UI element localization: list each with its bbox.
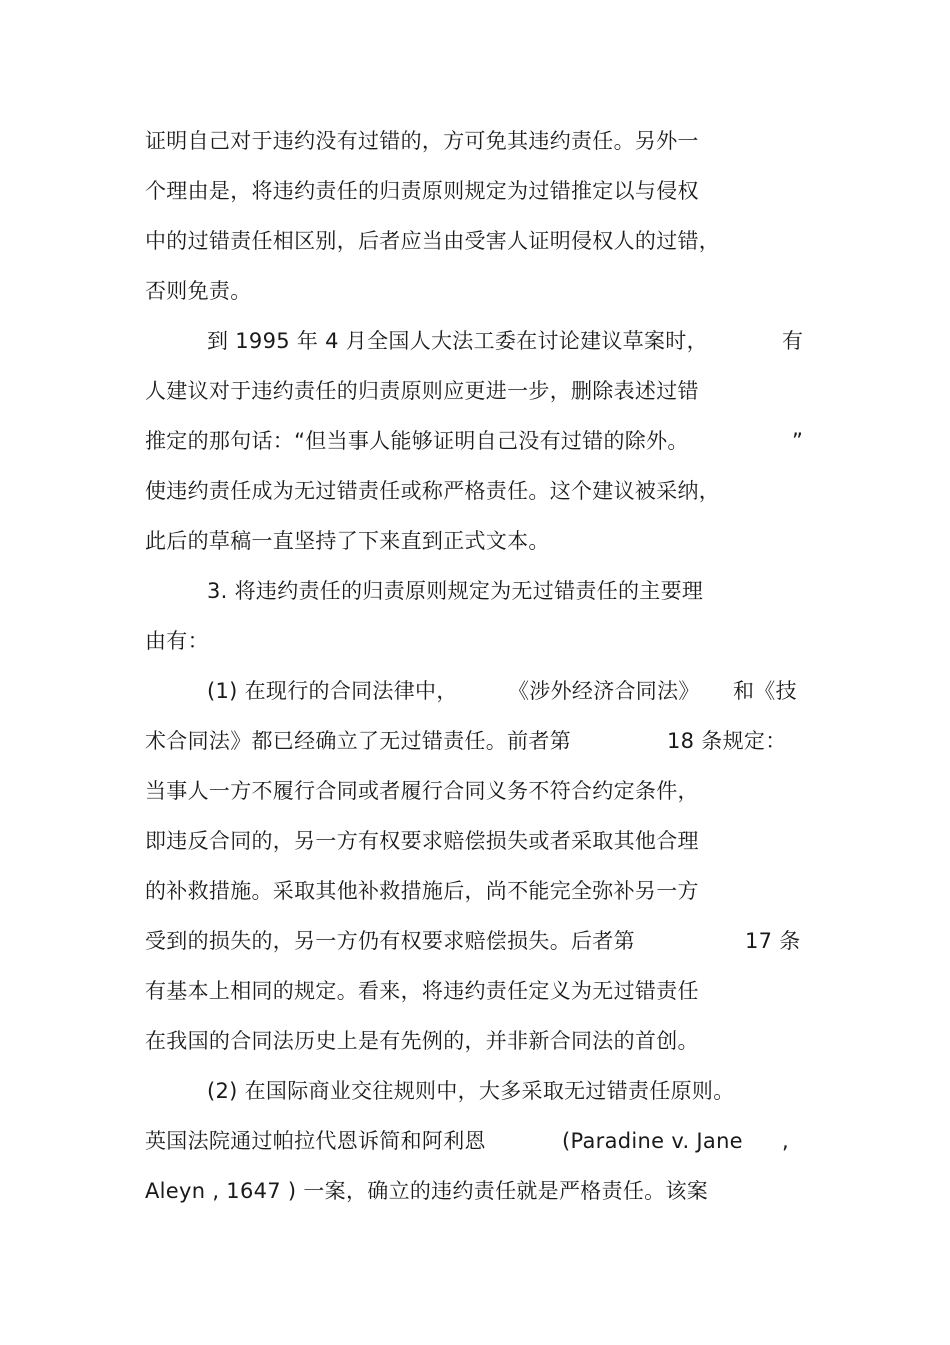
text-line <box>0 675 950 707</box>
text-line <box>0 575 950 607</box>
text-line <box>0 1175 950 1207</box>
text-segment: 即违反合同的，另一方有权要求赔偿损失或者采取其他合理 <box>145 829 699 853</box>
text-segment: 到 1995 年 4 月全国人大法工委在讨论建议草案时， <box>207 329 708 353</box>
text-segment: 英国法院通过帕拉代恩诉简和阿利恩 <box>145 1129 486 1153</box>
text-line <box>0 425 950 457</box>
text-line <box>0 125 950 157</box>
text-line <box>0 175 950 207</box>
text-line <box>0 1125 950 1157</box>
text-segment: 有基本上相同的规定。看来，将违约责任定义为无过错责任 <box>145 979 699 1003</box>
text-segment: , <box>782 1129 789 1153</box>
text-segment: ” <box>792 429 804 453</box>
text-line <box>0 1075 950 1107</box>
text-segment: 术合同法》都已经确立了无过错责任。前者第 <box>145 729 571 753</box>
text-segment: 证明自己对于违约没有过错的，方可免其违约责任。另外一 <box>145 129 699 153</box>
text-line <box>0 725 950 757</box>
text-segment: (1) 在现行的合同法律中， <box>207 679 458 703</box>
text-segment: 此后的草稿一直坚持了下来直到正式文本。 <box>145 529 550 553</box>
text-segment: 当事人一方不履行合同或者履行合同义务不符合约定条件， <box>145 779 699 803</box>
text-line <box>0 475 950 507</box>
text-segment: 和《技 <box>733 679 797 703</box>
text-line <box>0 975 950 1007</box>
text-segment: 由有： <box>145 629 209 653</box>
text-segment: 受到的损失的，另一方仍有权要求赔偿损失。后者第 <box>145 929 635 953</box>
text-segment: 人建议对于违约责任的归责原则应更进一步，删除表述过错 <box>145 379 699 403</box>
text-segment: 使违约责任成为无过错责任或称严格责任。这个建议被采纳， <box>145 479 721 503</box>
text-segment: 《涉外经济合同法》 <box>508 679 700 703</box>
text-line <box>0 875 950 907</box>
text-segment: 个理由是，将违约责任的归责原则规定为过错推定以与侵权 <box>145 179 699 203</box>
text-segment: 有 <box>782 329 804 353</box>
text-segment: 17 条 <box>745 929 801 953</box>
text-line <box>0 1025 950 1057</box>
text-segment: (Paradine v. Jane <box>562 1129 743 1153</box>
text-line <box>0 325 950 357</box>
text-segment: 在我国的合同法历史上是有先例的，并非新合同法的首创。 <box>145 1029 699 1053</box>
text-segment: 中的过错责任相区别，后者应当由受害人证明侵权人的过错， <box>145 229 721 253</box>
text-segment: 推定的那句话：“但当事人能够证明自己没有过错的除外。 <box>145 429 689 453</box>
text-segment: 3. 将违约责任的归责原则规定为无过错责任的主要理 <box>207 579 704 603</box>
text-segment: 18 条规定： <box>667 729 787 753</box>
text-segment: 的补救措施。采取其他补救措施后，尚不能完全弥补另一方 <box>145 879 699 903</box>
text-segment: Aleyn , 1647 ) 一案，确立的违约责任就是严格责任。该案 <box>145 1179 709 1203</box>
text-line <box>0 825 950 857</box>
text-line <box>0 375 950 407</box>
text-line <box>0 925 950 957</box>
text-line <box>0 275 950 307</box>
text-segment: 否则免责。 <box>145 279 252 303</box>
text-line <box>0 625 950 657</box>
text-line <box>0 225 950 257</box>
text-line <box>0 775 950 807</box>
text-line <box>0 525 950 557</box>
text-segment: (2) 在国际商业交往规则中，大多采取无过错责任原则。 <box>207 1079 735 1103</box>
